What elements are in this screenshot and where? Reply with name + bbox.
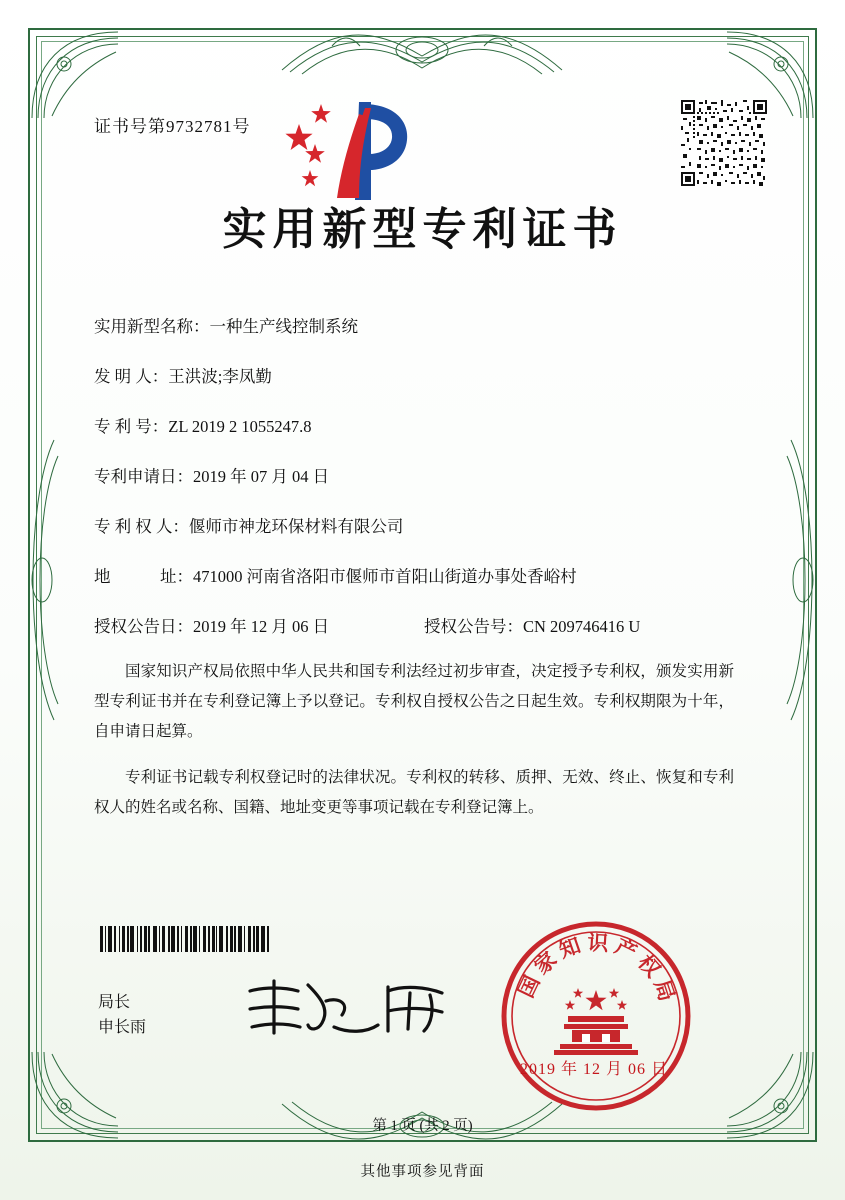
paragraph-1: 国家知识产权局依照中华人民共和国专利法经过初步审查，决定授予专利权，颁发实用新型专利证书并在专利登记簿上予以登记。专利权自授权公告之日起生效。专利权期限为十年，自申请日起算。 — [94, 663, 734, 740]
field-label: 专利申请日： — [94, 467, 193, 486]
field-label: 实用新型名称： — [94, 317, 210, 336]
handwritten-signature — [238, 975, 458, 1045]
footnote: 其他事项参见背面 — [360, 1164, 485, 1180]
field-invention-name — [94, 313, 765, 337]
signer-name: 申长雨 — [98, 1019, 147, 1036]
field-value: 王洪波;李凤勤 — [168, 367, 272, 386]
certificate-number: 证书号第9732781号 — [94, 117, 251, 136]
barcode — [100, 926, 332, 952]
field-grant-row — [94, 613, 765, 637]
grant-number — [424, 613, 765, 637]
grant-number-label: 授权公告号： — [424, 617, 523, 636]
certificate-content — [80, 90, 765, 825]
legal-paragraphs — [94, 657, 734, 823]
field-value: 471000 河南省洛阳市偃师市首阳山街道办事处香峪村 — [193, 567, 577, 586]
field-inventor — [94, 363, 765, 387]
field-value: 2019 年 07 月 04 日 — [193, 467, 330, 486]
grant-date-value: 2019 年 12 月 06 日 — [193, 617, 330, 636]
official-seal — [498, 918, 694, 1114]
signature-block — [98, 990, 146, 1040]
grant-number-value: CN 209746416 U — [523, 617, 641, 636]
field-address — [94, 563, 765, 587]
field-label: 专 利 号： — [94, 417, 169, 436]
field-value: 偃师市神龙环保材料有限公司 — [188, 517, 404, 536]
signer-role: 局长 — [98, 994, 131, 1011]
field-label: 专 利 权 人： — [94, 517, 189, 536]
paragraph-2: 专利证书记载专利权登记时的法律状况。专利权的转移、质押、无效、终止、恢复和专利权人的姓名或名称、国籍、地址变更等事项记载在专利登记簿上。 — [94, 768, 734, 816]
field-application-date — [94, 463, 765, 487]
seal-date: 2019 年 12 月 06 日 — [520, 1061, 669, 1078]
field-patentee — [94, 513, 765, 537]
field-value: ZL 2019 2 1055247.8 — [168, 417, 312, 436]
field-patent-number — [94, 413, 765, 437]
svg-text:国家知识产权局: 国家知识产权局 — [512, 929, 682, 1009]
page-title: 实用新型专利证书 — [222, 204, 623, 255]
page-number: 第 1 页 (共 2 页) — [372, 1118, 473, 1134]
field-label: 地 址： — [94, 567, 193, 586]
grant-date-label: 授权公告日： — [94, 617, 193, 636]
field-label: 发 明 人： — [94, 367, 169, 386]
field-list — [94, 313, 765, 637]
grant-date — [94, 613, 424, 637]
field-value: 一种生产线控制系统 — [209, 317, 358, 336]
